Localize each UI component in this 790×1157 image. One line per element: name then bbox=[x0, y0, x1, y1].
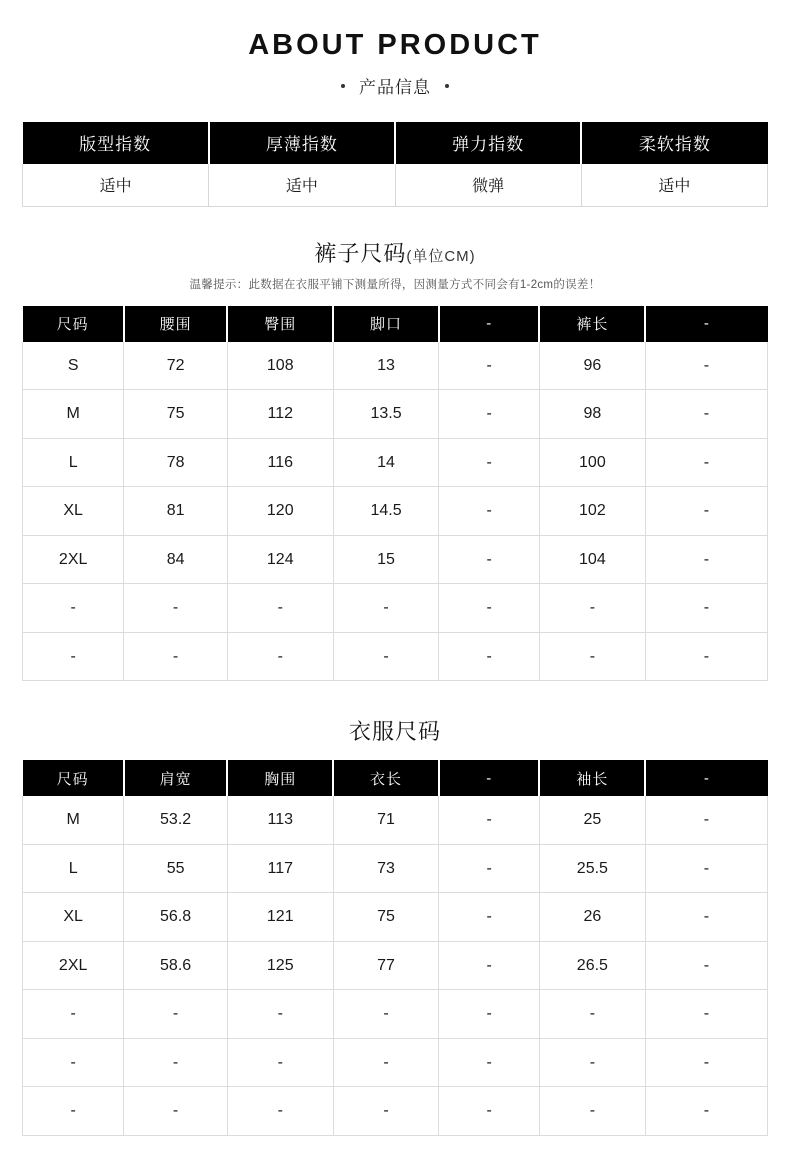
cell: - bbox=[439, 487, 540, 536]
index-header-cell: 柔软指数 bbox=[581, 122, 767, 164]
cell: - bbox=[124, 584, 228, 633]
clothes-header-cell: 衣长 bbox=[333, 760, 439, 796]
cell: 13.5 bbox=[333, 390, 439, 439]
clothes-size-table bbox=[22, 760, 768, 1136]
cell: 75 bbox=[124, 390, 228, 439]
pants-size-table-wrap bbox=[22, 306, 768, 682]
clothes-header-cell: 肩宽 bbox=[124, 760, 228, 796]
cell: 112 bbox=[227, 390, 333, 439]
cell: 113 bbox=[227, 796, 333, 844]
cell: - bbox=[124, 632, 228, 681]
cell: - bbox=[333, 584, 439, 633]
cell: - bbox=[23, 1087, 124, 1136]
cell: 26 bbox=[539, 893, 645, 942]
cell: 25.5 bbox=[539, 844, 645, 893]
cell: - bbox=[227, 632, 333, 681]
table-header-row bbox=[23, 306, 768, 342]
cell: 120 bbox=[227, 487, 333, 536]
cell: - bbox=[645, 893, 767, 942]
cell: - bbox=[645, 438, 767, 487]
table-row bbox=[23, 844, 768, 893]
cell: 25 bbox=[539, 796, 645, 844]
pants-header-cell: 脚口 bbox=[333, 306, 439, 342]
table-row bbox=[23, 1087, 768, 1136]
cell: 58.6 bbox=[124, 941, 228, 990]
pants-header-cell: - bbox=[645, 306, 767, 342]
cell: 13 bbox=[333, 342, 439, 390]
index-table bbox=[22, 122, 768, 207]
table-row bbox=[23, 390, 768, 439]
cell: - bbox=[439, 390, 540, 439]
cell: - bbox=[439, 535, 540, 584]
pants-header-cell: 尺码 bbox=[23, 306, 124, 342]
table-row bbox=[23, 632, 768, 681]
index-header-cell: 弹力指数 bbox=[395, 122, 581, 164]
cell: 55 bbox=[124, 844, 228, 893]
table-row bbox=[23, 941, 768, 990]
cell: - bbox=[124, 990, 228, 1039]
cell: 2XL bbox=[23, 941, 124, 990]
table-row bbox=[23, 893, 768, 942]
cell: - bbox=[227, 584, 333, 633]
cell: - bbox=[124, 1087, 228, 1136]
cell: - bbox=[645, 342, 767, 390]
cell: 116 bbox=[227, 438, 333, 487]
cell: - bbox=[23, 1038, 124, 1087]
cell: 81 bbox=[124, 487, 228, 536]
cell: 100 bbox=[539, 438, 645, 487]
page-title: ABOUT PRODUCT bbox=[248, 29, 542, 61]
cell: - bbox=[227, 1087, 333, 1136]
page-header bbox=[0, 0, 790, 98]
cell: - bbox=[645, 535, 767, 584]
cell: M bbox=[23, 796, 124, 844]
pants-size-table bbox=[22, 306, 768, 682]
cell: - bbox=[645, 1087, 767, 1136]
cell: S bbox=[23, 342, 124, 390]
cell: 2XL bbox=[23, 535, 124, 584]
cell: 15 bbox=[333, 535, 439, 584]
cell: - bbox=[333, 1087, 439, 1136]
table-row bbox=[23, 487, 768, 536]
cell: - bbox=[539, 632, 645, 681]
table-row bbox=[23, 535, 768, 584]
cell: 14 bbox=[333, 438, 439, 487]
cell: M bbox=[23, 390, 124, 439]
table-row bbox=[23, 342, 768, 390]
cell: - bbox=[539, 990, 645, 1039]
cell: 26.5 bbox=[539, 941, 645, 990]
index-header-cell: 厚薄指数 bbox=[209, 122, 395, 164]
clothes-header-cell: - bbox=[439, 760, 540, 796]
cell: - bbox=[645, 584, 767, 633]
cell: - bbox=[439, 796, 540, 844]
cell: - bbox=[645, 487, 767, 536]
table-row bbox=[23, 1038, 768, 1087]
cell: 98 bbox=[539, 390, 645, 439]
cell: - bbox=[645, 796, 767, 844]
cell: - bbox=[333, 1038, 439, 1087]
pants-size-title-text: 裤子尺码 bbox=[314, 240, 407, 266]
table-row bbox=[23, 796, 768, 844]
cell: - bbox=[439, 632, 540, 681]
index-header-cell: 版型指数 bbox=[23, 122, 209, 164]
cell: - bbox=[23, 632, 124, 681]
cell: 53.2 bbox=[124, 796, 228, 844]
cell: L bbox=[23, 438, 124, 487]
cell: 125 bbox=[227, 941, 333, 990]
table-row bbox=[23, 584, 768, 633]
table-row bbox=[23, 990, 768, 1039]
cell: 117 bbox=[227, 844, 333, 893]
cell: - bbox=[333, 990, 439, 1039]
cell: - bbox=[23, 990, 124, 1039]
cell: 77 bbox=[333, 941, 439, 990]
cell: - bbox=[439, 893, 540, 942]
cell: - bbox=[645, 844, 767, 893]
cell: - bbox=[439, 1038, 540, 1087]
bullet-dot-icon bbox=[445, 84, 449, 88]
cell: 104 bbox=[539, 535, 645, 584]
cell: 121 bbox=[227, 893, 333, 942]
index-value-cell: 适中 bbox=[209, 164, 395, 207]
table-row bbox=[23, 164, 768, 207]
cell: 124 bbox=[227, 535, 333, 584]
cell: 56.8 bbox=[124, 893, 228, 942]
clothes-header-cell: 袖长 bbox=[539, 760, 645, 796]
cell: - bbox=[645, 390, 767, 439]
cell: XL bbox=[23, 487, 124, 536]
clothes-size-title: 衣服尺码 bbox=[348, 719, 441, 745]
cell: 72 bbox=[124, 342, 228, 390]
clothes-header-cell: 尺码 bbox=[23, 760, 124, 796]
cell: - bbox=[645, 1038, 767, 1087]
cell: 84 bbox=[124, 535, 228, 584]
cell: 73 bbox=[333, 844, 439, 893]
cell: 108 bbox=[227, 342, 333, 390]
index-value-cell: 微弹 bbox=[395, 164, 581, 207]
pants-header-cell: 臀围 bbox=[227, 306, 333, 342]
page-subtitle: 产品信息 bbox=[359, 77, 431, 97]
cell: 102 bbox=[539, 487, 645, 536]
clothes-header-cell: - bbox=[645, 760, 767, 796]
clothes-header-cell: 胸围 bbox=[227, 760, 333, 796]
cell: - bbox=[227, 990, 333, 1039]
cell: - bbox=[439, 990, 540, 1039]
cell: - bbox=[645, 990, 767, 1039]
cell: - bbox=[227, 1038, 333, 1087]
cell: - bbox=[124, 1038, 228, 1087]
cell: 96 bbox=[539, 342, 645, 390]
cell: - bbox=[439, 438, 540, 487]
cell: - bbox=[645, 632, 767, 681]
cell: - bbox=[539, 1087, 645, 1136]
cell: - bbox=[439, 941, 540, 990]
cell: - bbox=[439, 342, 540, 390]
cell: XL bbox=[23, 893, 124, 942]
cell: - bbox=[439, 1087, 540, 1136]
bullet-dot-icon bbox=[341, 84, 345, 88]
cell: - bbox=[439, 584, 540, 633]
cell: - bbox=[539, 584, 645, 633]
cell: 75 bbox=[333, 893, 439, 942]
index-value-cell: 适中 bbox=[23, 164, 209, 207]
table-header-row bbox=[23, 122, 768, 164]
cell: 14.5 bbox=[333, 487, 439, 536]
cell: 78 bbox=[124, 438, 228, 487]
pants-size-title bbox=[0, 237, 790, 268]
cell: - bbox=[645, 941, 767, 990]
cell: - bbox=[439, 844, 540, 893]
cell: - bbox=[539, 1038, 645, 1087]
table-header-row bbox=[23, 760, 768, 796]
index-table-wrap bbox=[22, 122, 768, 207]
cell: - bbox=[333, 632, 439, 681]
pants-size-unit: (单位CM) bbox=[406, 247, 476, 265]
pants-header-cell: - bbox=[439, 306, 540, 342]
table-row bbox=[23, 438, 768, 487]
page-subtitle-row bbox=[0, 73, 790, 98]
cell: L bbox=[23, 844, 124, 893]
pants-header-cell: 裤长 bbox=[539, 306, 645, 342]
pants-size-note: 温馨提示：此数据在衣服平铺下测量所得，因测量方式不同会有1-2cm的误差！ bbox=[189, 278, 601, 291]
cell: 71 bbox=[333, 796, 439, 844]
pants-header-cell: 腰围 bbox=[124, 306, 228, 342]
cell: - bbox=[23, 584, 124, 633]
index-value-cell: 适中 bbox=[581, 164, 767, 207]
clothes-size-table-wrap bbox=[22, 760, 768, 1136]
